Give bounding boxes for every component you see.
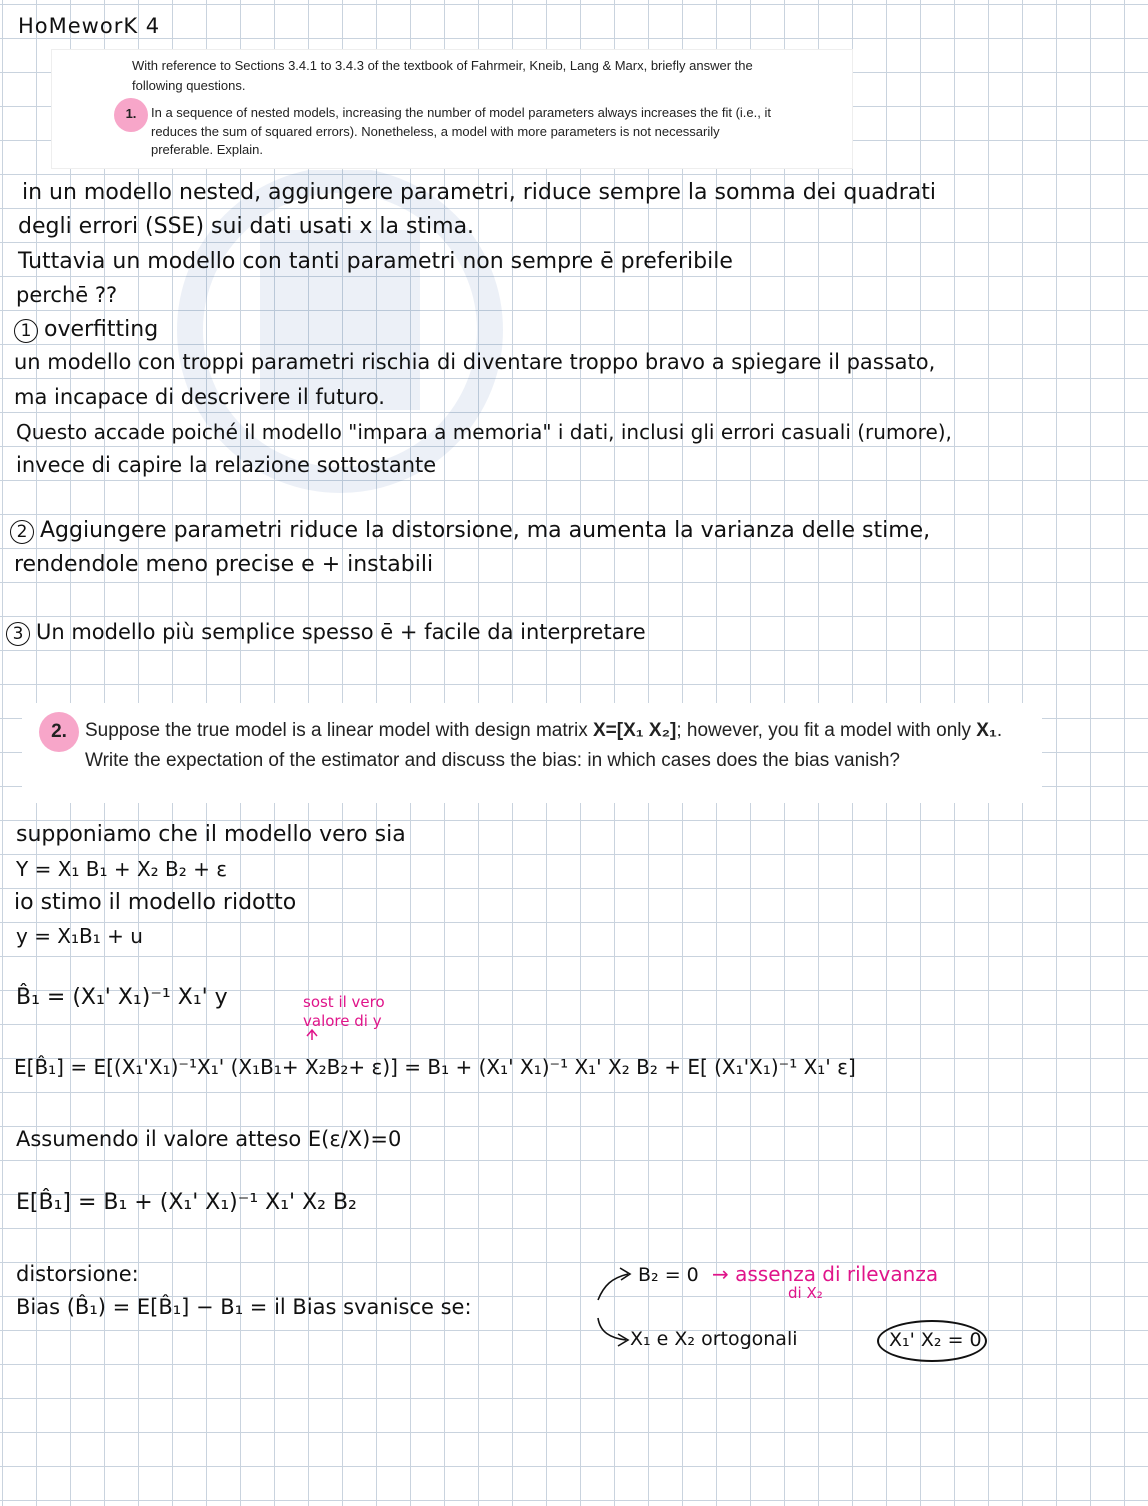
pink-arrow (307, 1030, 317, 1040)
condition-1-note: → assenza di rilevanza (712, 1262, 939, 1286)
question-1-box (52, 50, 852, 168)
equation-expectation: E[B̂₁] = E[(X₁'X₁)⁻¹X₁' (X₁B₁+ X₂B₂+ ε)] = B₁ + (X₁' X₁)⁻¹ X₁' X₂ B₂ + E[ (X₁'X₁)⁻¹ X₁' ε] (14, 1055, 856, 1079)
note-line: ma incapace di descrivere il futuro. (14, 385, 385, 409)
question-2-badge (39, 712, 79, 752)
note-line: supponiamo che il modello vero sia (16, 822, 406, 847)
condition-1: B₂ = 0 (638, 1264, 699, 1286)
note-line: invece di capire la relazione sottostante (16, 453, 437, 477)
note-line: io stimo il modello ridotto (14, 890, 297, 915)
equation-reduced-model: y = X₁B₁ + u (16, 924, 143, 948)
note-line: Tuttavia un modello con tanti parametri non sempre ē preferibile (18, 249, 733, 274)
page-title: HoMeworK 4 (18, 14, 161, 38)
question-2-text-c: . Write the expectation of the estimator and discuss the bias: in which cases does the bias vanish? (85, 720, 1003, 771)
point-3-number: 3 (6, 622, 30, 646)
point-2 (10, 518, 930, 544)
question-2-box (22, 703, 1042, 803)
question-1-number: 1. (125, 106, 137, 121)
point-2-number: 2 (10, 520, 34, 544)
bracket-arrow-up (598, 1274, 628, 1300)
condition-1-note-sub: di X₂ (788, 1284, 823, 1302)
annotation-note: sost il vero (303, 993, 385, 1011)
point-2-text: Aggiungere parametri riduce la distorsione, ma aumenta la varianza delle stime, (40, 518, 931, 543)
note-line: degli errori (SSE) sui dati usati x la stima. (18, 214, 475, 239)
question-1-text: In a sequence of nested models, increasing the number of model parameters always increases the fit (i.e., it reduces the sum of squared errors). Nonetheless, a model with more parameters is not necessarily preferable. Explain. (151, 105, 771, 157)
condition-2: X₁ e X₂ ortogonali (630, 1328, 798, 1350)
equation-true-model: Y = X₁ B₁ + X₂ B₂ + ε (16, 857, 228, 881)
question-intro: With reference to Sections 3.4.1 to 3.4.3 of the textbook of Fahrmeir, Kneib, Lang & Marx, briefly answer the following questions. (132, 58, 753, 93)
question-2-text (85, 716, 1035, 776)
condition-2-formula: X₁' X₂ = 0 (889, 1329, 982, 1351)
note-line: Assumendo il valore atteso E(ε/X)=0 (16, 1127, 402, 1151)
question-2-math: X=[X₁ X₂] (592, 720, 677, 741)
equation-expectation-result: E[B̂₁] = B₁ + (X₁' X₁)⁻¹ X₁' X₂ B₂ (16, 1190, 357, 1215)
note-line: un modello con troppi parametri rischia di diventare troppo bravo a spiegare il passato, (14, 350, 936, 374)
equation-bias: Bias (B̂₁) = E[B̂₁] − B₁ = il Bias svanisce se: (16, 1295, 472, 1319)
bracket-arrow-down (598, 1318, 626, 1340)
question-1-badge (114, 98, 148, 132)
equation-estimator: B̂₁ = (X₁' X₁)⁻¹ X₁' y (16, 985, 228, 1010)
note-line: Questo accade poiché il modello "impara a memoria" i dati, inclusi gli errori casuali (rumore), (16, 420, 952, 444)
note-line: perchē ?? (16, 283, 118, 307)
point-1-heading (14, 317, 158, 343)
annotation-note: valore di y (303, 1012, 382, 1030)
question-2-x1: X₁ (976, 720, 997, 741)
question-2-text-b: ; however, you fit a model with only (676, 720, 977, 741)
point-1-title: overfitting (44, 317, 159, 342)
point-1-number: 1 (14, 319, 38, 343)
point-3-text: Un modello più semplice spesso ē + facile da interpretare (36, 620, 646, 644)
point-3 (6, 620, 646, 646)
note-line: in un modello nested, aggiungere parametri, riduce sempre la somma dei quadrati (22, 180, 936, 205)
note-line: rendendole meno precise e + instabili (14, 552, 434, 577)
question-2-number: 2. (51, 721, 67, 742)
question-2-text-a: Suppose the true model is a linear model with design matrix (85, 720, 593, 741)
note-line: distorsione: (16, 1262, 139, 1286)
